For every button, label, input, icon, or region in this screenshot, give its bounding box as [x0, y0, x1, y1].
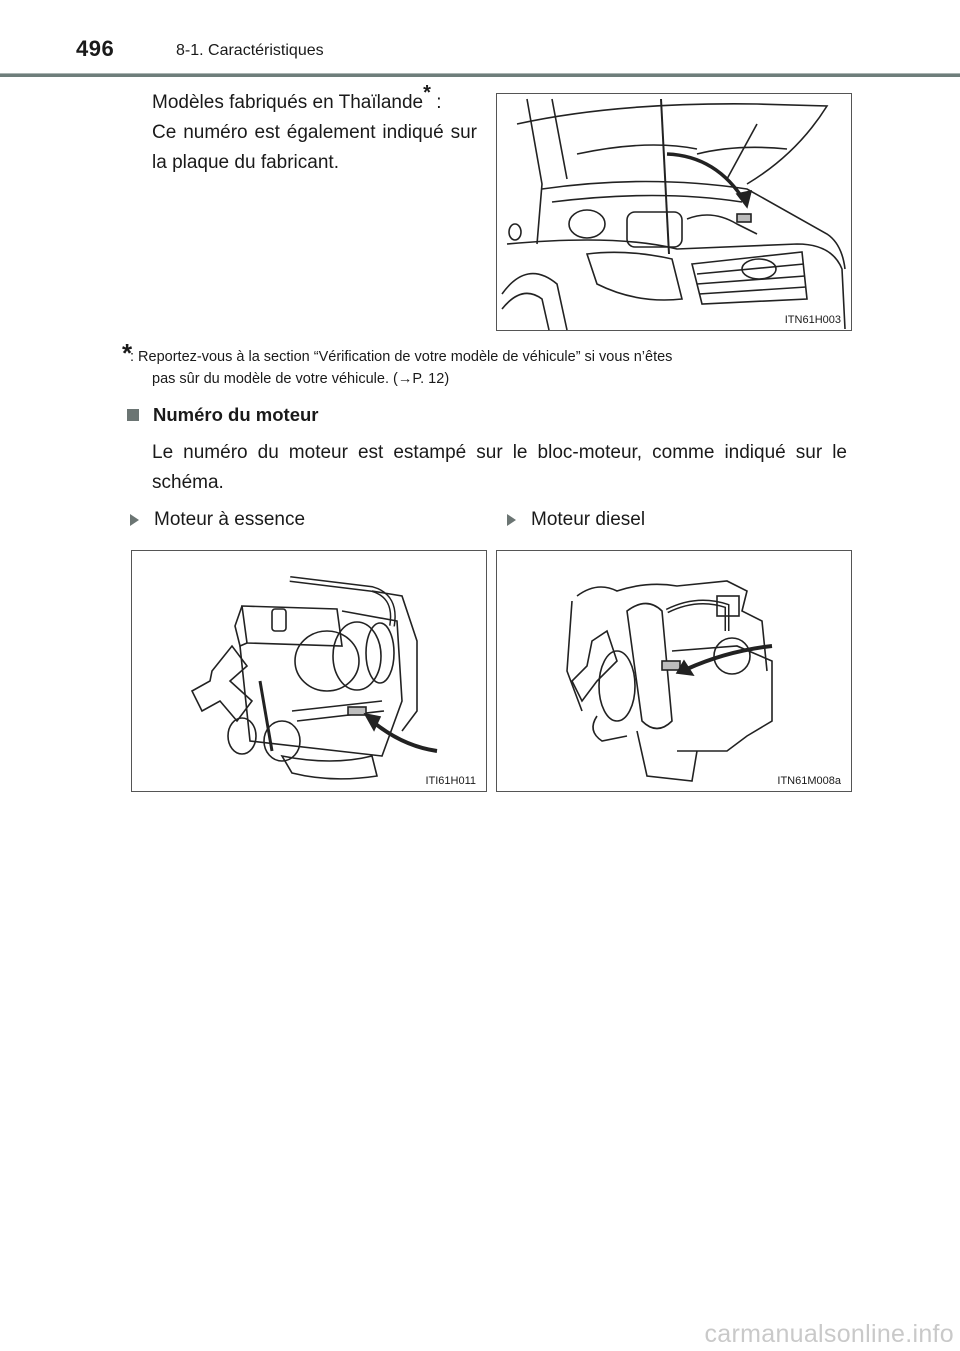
footnote-text: : Reportez-vous à la section “Vérification de votre modèle de véhicule” si vous n’êtes: [130, 349, 673, 365]
intro-paragraph: [152, 81, 477, 178]
label-text: Moteur à essence: [154, 509, 306, 530]
watermark: carmanualsonline.info: [704, 1320, 954, 1348]
footnote-ref: *: [423, 81, 431, 104]
car-hood-open-illustration: [497, 94, 853, 332]
footnote-text-line2: pas sûr du modèle de votre véhicule. (→P. 12): [152, 371, 450, 387]
triangle-bullet-icon: [130, 514, 139, 526]
intro-line1: Modèles fabriqués en Thaïlande: [152, 92, 424, 113]
petrol-engine-illustration: [132, 551, 488, 793]
label-diesel-engine: [507, 509, 645, 531]
heading-text: Numéro du moteur: [153, 404, 319, 425]
engine-number-description: Le numéro du moteur est estampé sur le bloc-moteur, comme indiqué sur le schéma.: [152, 442, 847, 493]
figure-petrol-engine: [131, 550, 487, 792]
square-bullet-icon: [127, 409, 139, 421]
footnote-marker: *: [122, 338, 133, 368]
footnote: [122, 338, 862, 390]
intro-colon: :: [430, 92, 442, 113]
header-divider: [0, 73, 960, 77]
triangle-bullet-icon: [507, 514, 516, 526]
label-text: Moteur diesel: [531, 509, 646, 530]
figure-code: ITN61M008a: [777, 775, 841, 787]
figure-car-hood: [496, 93, 852, 331]
section-heading: [127, 404, 318, 426]
figure-code: ITN61H003: [784, 314, 841, 326]
label-petrol-engine: [130, 509, 305, 531]
figure-diesel-engine: [496, 550, 852, 792]
section-title: 8-1. Caractéristiques: [176, 42, 324, 59]
intro-rest: Ce numéro est également indiqué sur la plaque du fabricant.: [152, 122, 477, 173]
figure-code: ITI61H011: [425, 775, 476, 787]
diesel-engine-illustration: [497, 551, 853, 793]
page-number: 496: [76, 36, 115, 61]
